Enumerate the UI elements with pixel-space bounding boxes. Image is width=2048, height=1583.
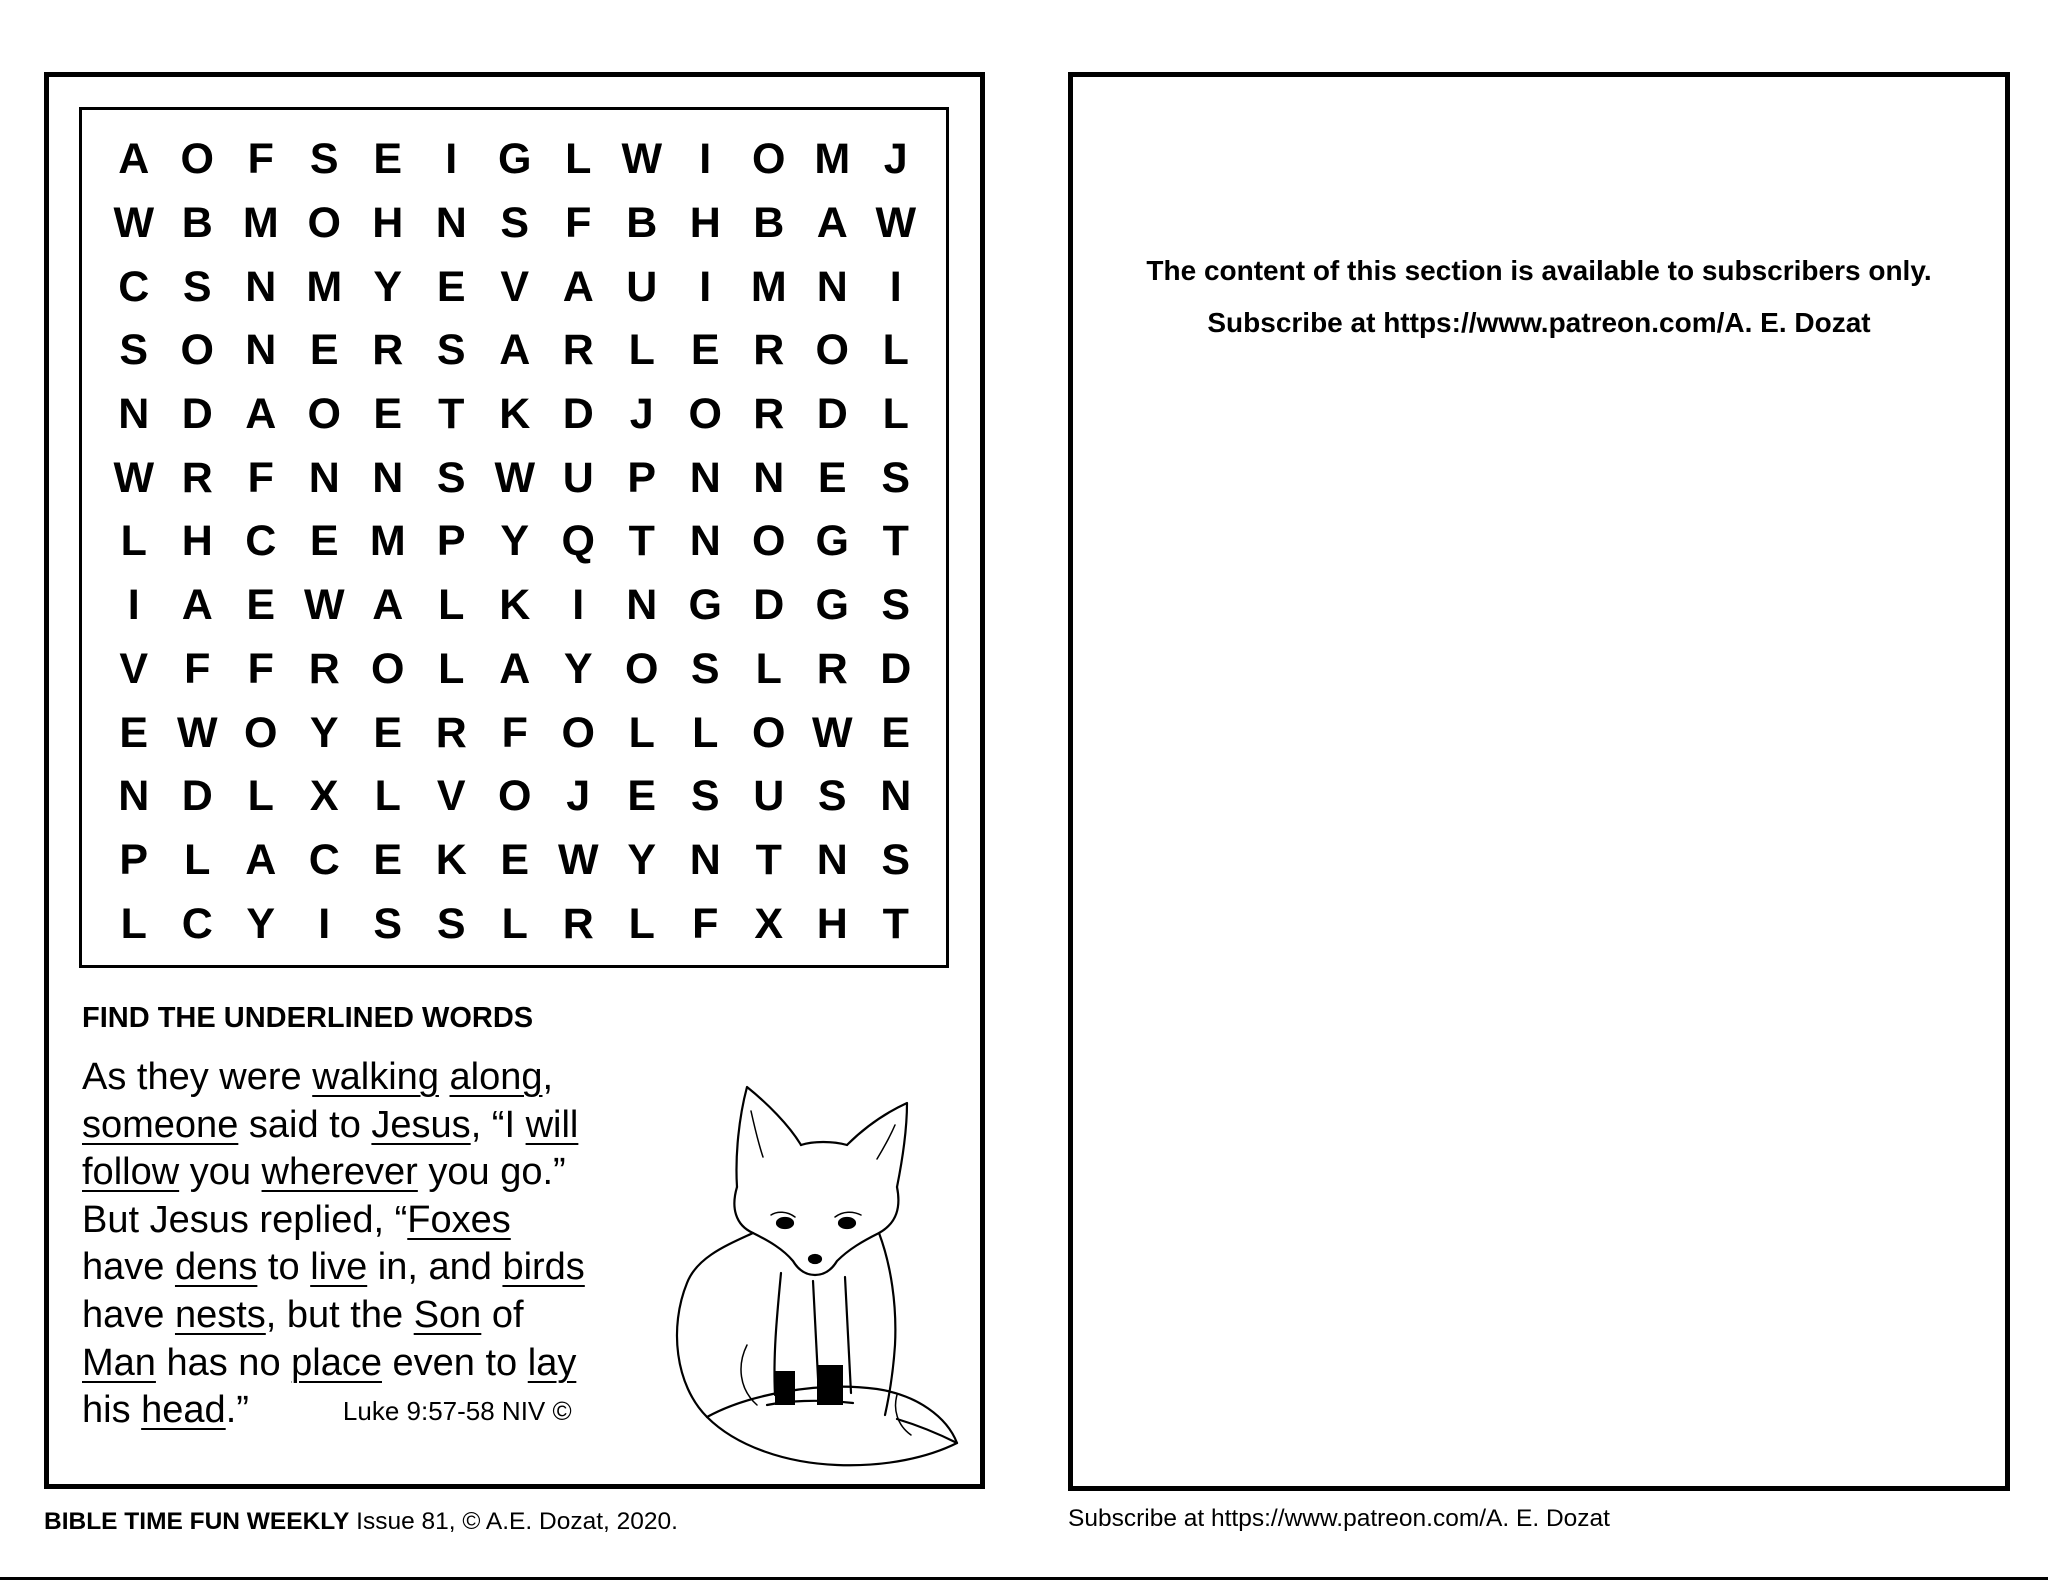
grid-letter[interactable]: N xyxy=(626,581,658,630)
grid-letter[interactable]: S xyxy=(817,772,847,821)
grid-letter[interactable]: J xyxy=(566,772,591,821)
publication-footer xyxy=(44,1508,678,1536)
grid-letter[interactable]: E xyxy=(500,835,530,884)
grid-letter[interactable]: S xyxy=(373,899,403,948)
grid-letter[interactable]: B xyxy=(181,199,213,248)
grid-letter[interactable]: I xyxy=(127,581,140,630)
grid-letter[interactable]: L xyxy=(692,708,719,757)
grid-letter[interactable]: Y xyxy=(563,644,593,693)
grid-letter[interactable]: I xyxy=(572,581,585,630)
grid-letter[interactable]: M xyxy=(814,135,851,184)
verse-text: has no xyxy=(155,1341,292,1384)
grid-letter[interactable]: A xyxy=(499,326,531,375)
grid-letter[interactable]: O xyxy=(180,326,214,375)
grid-letter[interactable]: U xyxy=(562,453,594,502)
grid-letter[interactable]: E xyxy=(373,390,403,439)
verse-text: , but the xyxy=(265,1293,414,1336)
grid-letter[interactable]: A xyxy=(816,199,848,248)
underlined-word: lay xyxy=(527,1341,577,1384)
verse-text: of xyxy=(481,1293,524,1336)
grid-letter[interactable]: W xyxy=(113,453,155,502)
verse-line xyxy=(82,1054,652,1102)
grid-letter[interactable]: N xyxy=(308,453,340,502)
grid-letter[interactable]: F xyxy=(565,199,592,248)
grid-letter[interactable]: L xyxy=(374,772,401,821)
underlined-word: wherever xyxy=(261,1151,418,1194)
grid-letter[interactable]: S xyxy=(182,262,212,311)
verse-text: , xyxy=(542,1056,554,1098)
verse-text: you go.” xyxy=(417,1151,566,1194)
grid-letter[interactable]: Y xyxy=(627,835,657,884)
subscriber-notice xyxy=(1073,245,2005,349)
grid-letter[interactable]: S xyxy=(436,326,466,375)
grid-letter[interactable]: Y xyxy=(246,899,276,948)
grid-letter[interactable]: C xyxy=(308,835,340,884)
grid-letter[interactable]: D xyxy=(816,390,848,439)
grid-letter[interactable]: E xyxy=(373,135,403,184)
grid-letter[interactable]: L xyxy=(628,899,655,948)
grid-letter[interactable]: A xyxy=(245,835,277,884)
verse-text: have xyxy=(82,1246,175,1289)
fox-icon xyxy=(667,1045,967,1481)
grid-letter[interactable]: N xyxy=(372,453,404,502)
grid-letter[interactable]: A xyxy=(245,390,277,439)
verse-line xyxy=(82,1340,652,1388)
underlined-word: live xyxy=(310,1246,368,1289)
grid-letter[interactable]: F xyxy=(692,899,719,948)
grid-letter[interactable]: S xyxy=(436,899,466,948)
grid-letter[interactable]: F xyxy=(247,644,274,693)
verse-line xyxy=(82,1102,652,1150)
grid-letter[interactable]: R xyxy=(753,326,785,375)
grid-letter[interactable]: N xyxy=(245,326,277,375)
grid-letter[interactable]: E xyxy=(817,453,847,502)
grid-letter[interactable]: K xyxy=(435,835,467,884)
grid-letter[interactable]: L xyxy=(438,581,465,630)
grid-letter[interactable]: O xyxy=(180,135,214,184)
underlined-word: Man xyxy=(82,1341,156,1384)
verse-text: to xyxy=(257,1246,311,1289)
grid-letter[interactable]: N xyxy=(753,453,785,502)
grid-letter[interactable]: P xyxy=(436,517,466,566)
grid-letter[interactable]: L xyxy=(628,326,655,375)
grid-letter[interactable]: S xyxy=(881,835,911,884)
grid-letter[interactable]: A xyxy=(118,135,150,184)
grid-letter[interactable]: E xyxy=(309,326,339,375)
grid-letter[interactable]: F xyxy=(247,135,274,184)
grid-letter[interactable]: S xyxy=(500,199,530,248)
grid-letter[interactable]: P xyxy=(119,835,149,884)
grid-letter[interactable]: L xyxy=(184,835,211,884)
grid-letter[interactable]: D xyxy=(181,390,213,439)
grid-letter[interactable]: D xyxy=(753,581,785,630)
grid-letter[interactable]: J xyxy=(629,390,654,439)
grid-letter[interactable]: K xyxy=(499,581,531,630)
grid-letter[interactable]: S xyxy=(690,772,720,821)
grid-letter[interactable]: E xyxy=(373,708,403,757)
grid-letter[interactable]: O xyxy=(498,772,532,821)
grid-letter[interactable]: X xyxy=(754,899,784,948)
grid-letter[interactable]: I xyxy=(318,899,331,948)
verse-text: .” xyxy=(225,1389,249,1432)
grid-letter[interactable]: L xyxy=(565,135,592,184)
grid-letter[interactable]: R xyxy=(181,453,213,502)
grid-letter[interactable]: M xyxy=(306,262,343,311)
verse-text: , “I xyxy=(470,1103,526,1146)
verse-line xyxy=(82,1244,652,1292)
underlined-word: Son xyxy=(413,1293,482,1336)
grid-letter[interactable]: N xyxy=(245,262,277,311)
grid-letter[interactable]: S xyxy=(436,453,466,502)
grid-letter[interactable]: E xyxy=(627,772,657,821)
grid-letter[interactable]: V xyxy=(500,262,530,311)
grid-letter[interactable]: E xyxy=(246,581,276,630)
grid-letter[interactable]: A xyxy=(372,581,404,630)
instructions-heading: FIND THE UNDERLINED WORDS xyxy=(82,1002,534,1034)
grid-letter[interactable]: L xyxy=(438,644,465,693)
grid-letter[interactable]: O xyxy=(688,390,722,439)
grid-letter[interactable]: D xyxy=(562,390,594,439)
grid-letter[interactable]: O xyxy=(371,644,405,693)
word-search-grid xyxy=(102,128,928,956)
grid-letter[interactable]: L xyxy=(882,326,909,375)
underlined-word: Foxes xyxy=(407,1198,511,1241)
grid-letter[interactable]: N xyxy=(816,262,848,311)
grid-letter[interactable]: R xyxy=(435,708,467,757)
underlined-word: along xyxy=(449,1056,543,1098)
grid-letter[interactable]: O xyxy=(244,708,278,757)
grid-letter[interactable]: M xyxy=(242,199,279,248)
grid-letter[interactable]: U xyxy=(626,262,658,311)
grid-letter[interactable]: W xyxy=(176,708,218,757)
grid-letter[interactable]: O xyxy=(307,199,341,248)
grid-letter[interactable]: V xyxy=(436,772,466,821)
grid-letter[interactable]: W xyxy=(113,199,155,248)
grid-letter[interactable]: R xyxy=(372,326,404,375)
verse-text: As they were xyxy=(82,1056,313,1098)
grid-letter[interactable]: N xyxy=(118,772,150,821)
word-search-panel xyxy=(44,72,985,1489)
grid-letter[interactable]: D xyxy=(181,772,213,821)
grid-letter[interactable]: A xyxy=(499,644,531,693)
grid-letter[interactable]: C xyxy=(245,517,277,566)
grid-letter[interactable]: M xyxy=(369,517,406,566)
grid-letter[interactable]: R xyxy=(562,899,594,948)
grid-letter[interactable]: G xyxy=(815,517,849,566)
verse-text: in, and xyxy=(367,1246,503,1289)
grid-letter[interactable]: O xyxy=(307,390,341,439)
grid-letter[interactable]: W xyxy=(621,135,663,184)
grid-letter[interactable]: N xyxy=(880,772,912,821)
grid-letter[interactable]: R xyxy=(816,644,848,693)
grid-letter[interactable]: R xyxy=(753,390,785,439)
grid-letter[interactable]: H xyxy=(372,199,404,248)
grid-letter[interactable]: W xyxy=(875,199,917,248)
grid-letter[interactable]: G xyxy=(815,581,849,630)
grid-letter[interactable]: H xyxy=(181,517,213,566)
verse-text: said to xyxy=(238,1103,372,1146)
grid-letter[interactable]: L xyxy=(247,772,274,821)
grid-letter[interactable]: K xyxy=(499,390,531,439)
grid-letter[interactable]: N xyxy=(689,517,721,566)
grid-letter[interactable]: G xyxy=(498,135,532,184)
publication-title: BIBLE TIME FUN WEEKLY xyxy=(44,1508,350,1535)
grid-letter[interactable]: N xyxy=(118,390,150,439)
verse-reference: Luke 9:57-58 NIV © xyxy=(342,1396,572,1427)
grid-letter[interactable]: G xyxy=(688,581,722,630)
grid-letter[interactable]: E xyxy=(690,326,720,375)
grid-letter[interactable]: T xyxy=(628,517,655,566)
grid-letter[interactable]: Y xyxy=(500,517,530,566)
grid-letter[interactable]: T xyxy=(755,835,782,884)
grid-letter[interactable]: W xyxy=(811,708,853,757)
notice-line-2: Subscribe at https://www.patreon.com/A. E. Dozat xyxy=(1207,307,1871,338)
grid-letter[interactable]: C xyxy=(181,899,213,948)
grid-letter[interactable]: T xyxy=(438,390,465,439)
verse-line xyxy=(82,1387,652,1436)
grid-letter[interactable]: A xyxy=(181,581,213,630)
notice-line-1: The content of this section is available to subscribers only. xyxy=(1146,255,1932,286)
grid-letter[interactable]: Y xyxy=(309,708,339,757)
grid-letter[interactable]: Y xyxy=(373,262,403,311)
grid-letter[interactable]: W xyxy=(303,581,345,630)
underlined-word: nests xyxy=(174,1293,266,1336)
grid-letter[interactable]: U xyxy=(753,772,785,821)
grid-letter[interactable]: S xyxy=(309,135,339,184)
grid-letter[interactable]: A xyxy=(562,262,594,311)
grid-letter[interactable]: L xyxy=(501,899,528,948)
verse-line xyxy=(82,1292,652,1340)
grid-letter[interactable]: O xyxy=(752,135,786,184)
grid-letter[interactable]: W xyxy=(494,453,536,502)
underlined-word: someone xyxy=(82,1103,239,1146)
verse-text: you xyxy=(179,1151,262,1194)
verse-line xyxy=(82,1197,652,1245)
grid-letter[interactable]: R xyxy=(562,326,594,375)
subscriber-panel xyxy=(1068,72,2010,1491)
grid-letter[interactable]: P xyxy=(627,453,657,502)
verse-text: have xyxy=(82,1293,175,1336)
grid-letter[interactable]: B xyxy=(626,199,658,248)
underlined-word: Jesus xyxy=(371,1103,471,1146)
grid-letter[interactable]: F xyxy=(501,708,528,757)
grid-letter[interactable]: L xyxy=(120,517,147,566)
grid-letter[interactable]: N xyxy=(689,453,721,502)
grid-letter[interactable]: M xyxy=(750,262,787,311)
underlined-word: dens xyxy=(174,1246,258,1289)
grid-letter[interactable]: O xyxy=(752,517,786,566)
grid-letter[interactable]: S xyxy=(690,644,720,693)
grid-letter[interactable]: I xyxy=(889,262,902,311)
grid-letter[interactable]: L xyxy=(755,644,782,693)
grid-letter[interactable]: E xyxy=(881,708,911,757)
grid-letter[interactable]: L xyxy=(628,708,655,757)
grid-letter[interactable]: H xyxy=(816,899,848,948)
grid-letter[interactable]: F xyxy=(184,644,211,693)
grid-letter[interactable]: S xyxy=(881,453,911,502)
grid-letter[interactable]: I xyxy=(699,262,712,311)
verse-text: But Jesus replied, “ xyxy=(82,1198,408,1241)
word-search-grid-frame xyxy=(79,107,949,968)
grid-letter[interactable]: Q xyxy=(561,517,595,566)
verse-text xyxy=(439,1056,450,1098)
verse-text: his xyxy=(82,1389,142,1432)
issue-info: Issue 81, © A.E. Dozat, 2020. xyxy=(349,1508,678,1535)
grid-letter[interactable]: T xyxy=(882,517,909,566)
grid-letter[interactable]: O xyxy=(625,644,659,693)
underlined-word: place xyxy=(291,1341,382,1384)
grid-letter[interactable]: I xyxy=(445,135,458,184)
grid-letter[interactable]: L xyxy=(120,899,147,948)
subscribe-footer[interactable]: Subscribe at https://www.patreon.com/A. E. Dozat xyxy=(1068,1505,1610,1532)
grid-letter[interactable]: E xyxy=(373,835,403,884)
grid-letter[interactable]: C xyxy=(118,262,150,311)
underlined-word: walking xyxy=(312,1056,439,1098)
grid-letter[interactable]: N xyxy=(816,835,848,884)
grid-letter[interactable]: B xyxy=(753,199,785,248)
grid-letter[interactable]: N xyxy=(435,199,467,248)
grid-letter[interactable]: D xyxy=(880,644,912,693)
grid-letter[interactable]: O xyxy=(561,708,595,757)
grid-letter[interactable]: E xyxy=(119,708,149,757)
grid-letter[interactable]: S xyxy=(119,326,149,375)
underlined-word: follow xyxy=(82,1151,180,1194)
grid-letter[interactable]: E xyxy=(309,517,339,566)
grid-letter[interactable]: N xyxy=(689,835,721,884)
bottom-divider xyxy=(0,1577,2048,1580)
grid-letter[interactable]: V xyxy=(119,644,149,693)
grid-letter[interactable]: E xyxy=(436,262,466,311)
verse-line xyxy=(82,1149,652,1197)
grid-letter[interactable]: S xyxy=(881,581,911,630)
grid-letter[interactable]: L xyxy=(882,390,909,439)
grid-letter[interactable]: I xyxy=(699,135,712,184)
grid-letter[interactable]: W xyxy=(557,835,599,884)
grid-letter[interactable]: R xyxy=(308,644,340,693)
grid-letter[interactable]: T xyxy=(882,899,909,948)
grid-letter[interactable]: O xyxy=(752,708,786,757)
grid-letter[interactable]: H xyxy=(689,199,721,248)
grid-letter[interactable]: X xyxy=(309,772,339,821)
underlined-word: will xyxy=(525,1103,579,1146)
grid-letter[interactable]: J xyxy=(883,135,908,184)
grid-letter[interactable]: F xyxy=(247,453,274,502)
underlined-word: head xyxy=(141,1389,226,1432)
grid-letter[interactable]: O xyxy=(815,326,849,375)
underlined-word: birds xyxy=(502,1246,585,1289)
verse-text: even to xyxy=(381,1341,528,1384)
bible-verse xyxy=(82,1054,652,1436)
